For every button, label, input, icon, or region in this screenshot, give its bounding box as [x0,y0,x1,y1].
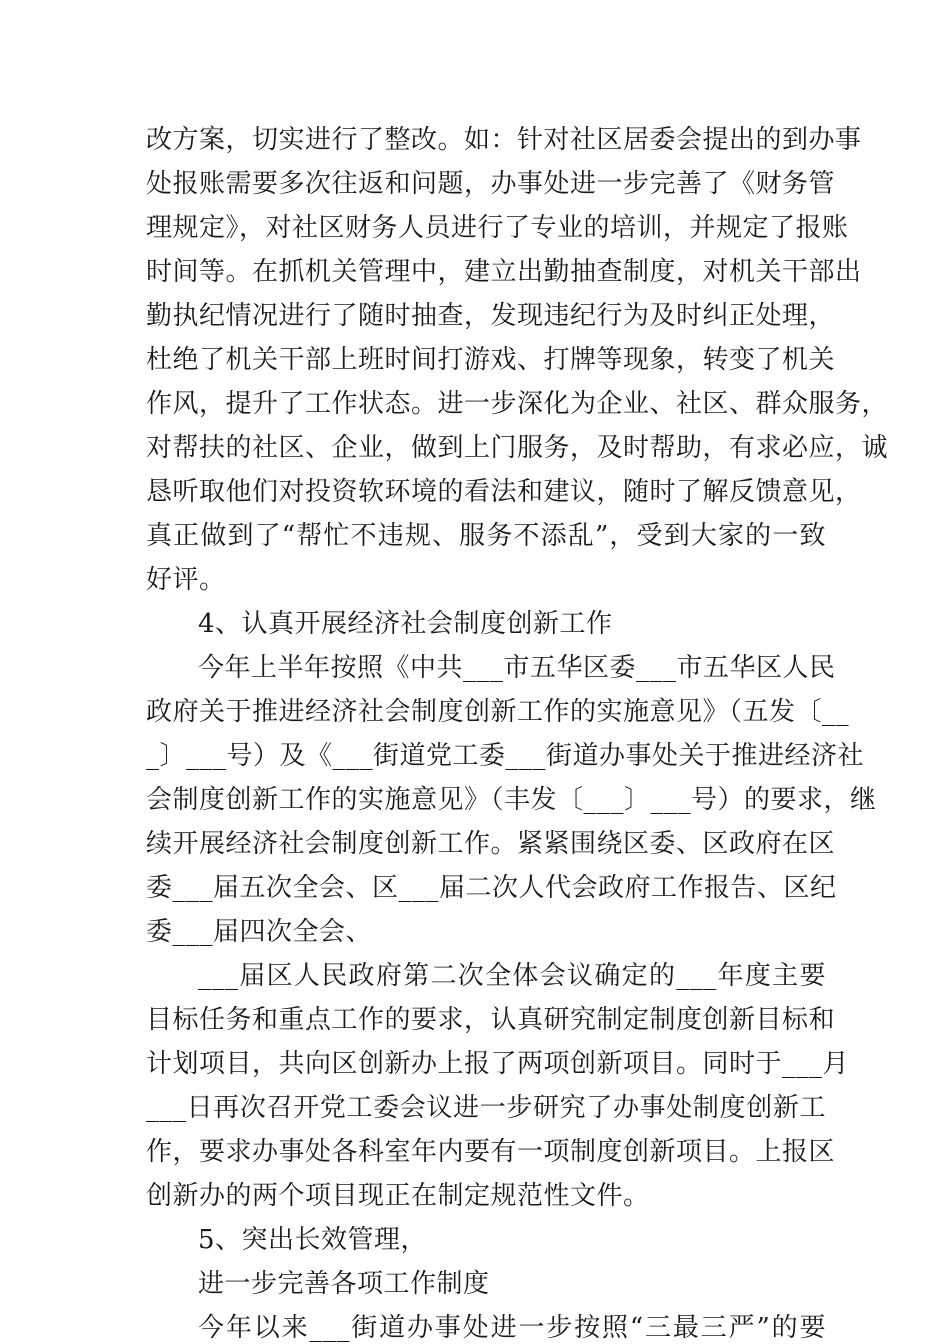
paragraph-line: 委___届五次全会、区___届二次人代会政府工作报告、区纪 [146,873,837,903]
paragraph-line: 对帮扶的社区、企业，做到上门服务，及时帮助，有求必应，诚 [146,433,889,463]
paragraph-line: 会制度创新工作的实施意见》（丰发〔___〕___号）的要求，继 [146,785,877,815]
paragraph-line: 作，要求办事处各科室年内要有一项制度创新项目。上报区 [146,1137,836,1167]
paragraph-line: 委___届四次全会、 [146,917,373,947]
paragraph-line: 改方案，切实进行了整改。如：针对社区居委会提出的到办事 [146,125,862,155]
paragraph-line: ___日再次召开党工委会议进一步研究了办事处制度创新工 [146,1093,826,1123]
paragraph-line: 今年以来___街道办事处进一步按照“三最三严”的要 [198,1313,826,1343]
paragraph-line: 计划项目，共向区创新办上报了两项创新项目。同时于___月 [146,1049,850,1079]
paragraph-line: 勤执纪情况进行了随时抽查，发现违纪行为及时纠正处理， [146,301,836,331]
paragraph-line: 处报账需要多次往返和问题，办事处进一步完善了《财务管 [146,169,836,199]
paragraph-line: 理规定》，对社区财务人员进行了专业的培训，并规定了报账 [146,213,849,243]
paragraph-line: 今年上半年按照《中共___市五华区委___市五华区人民 [198,653,836,683]
paragraph-line: 作风，提升了工作状态。进一步深化为企业、社区、群众服务， [146,389,889,419]
paragraph-line: 好评。 [146,565,226,595]
paragraph-line: 时间等。在抓机关管理中，建立出勤抽查制度，对机关干部出 [146,257,862,287]
paragraph-line: 真正做到了“帮忙不违规、服务不添乱”，受到大家的一致 [146,521,826,551]
paragraph-line: 恳听取他们对投资软环境的看法和建议，随时了解反馈意见， [146,477,862,507]
section-heading-4: 4、认真开展经济社会制度创新工作 [198,609,613,639]
section-heading-5: 5、突出长效管理， [198,1225,428,1255]
paragraph-line: 续开展经济社会制度创新工作。紧紧围绕区委、区政府在区 [146,829,836,859]
paragraph-line: _〕___号）及《___街道党工委___街道办事处关于推进经济社 [146,741,865,771]
paragraph-line: 杜绝了机关干部上班时间打游戏、打牌等现象，转变了机关 [146,345,836,375]
paragraph-line: 目标任务和重点工作的要求，认真研究制定制度创新目标和 [146,1005,836,1035]
section-subheading: 进一步完善各项工作制度 [198,1269,490,1299]
paragraph-line: 创新办的两个项目现正在制定规范性文件。 [146,1181,650,1211]
paragraph-line: 政府关于推进经济社会制度创新工作的实施意见》（五发〔__ [146,697,850,727]
paragraph-line: ___届区人民政府第二次全体会议确定的___年度主要 [198,961,826,991]
